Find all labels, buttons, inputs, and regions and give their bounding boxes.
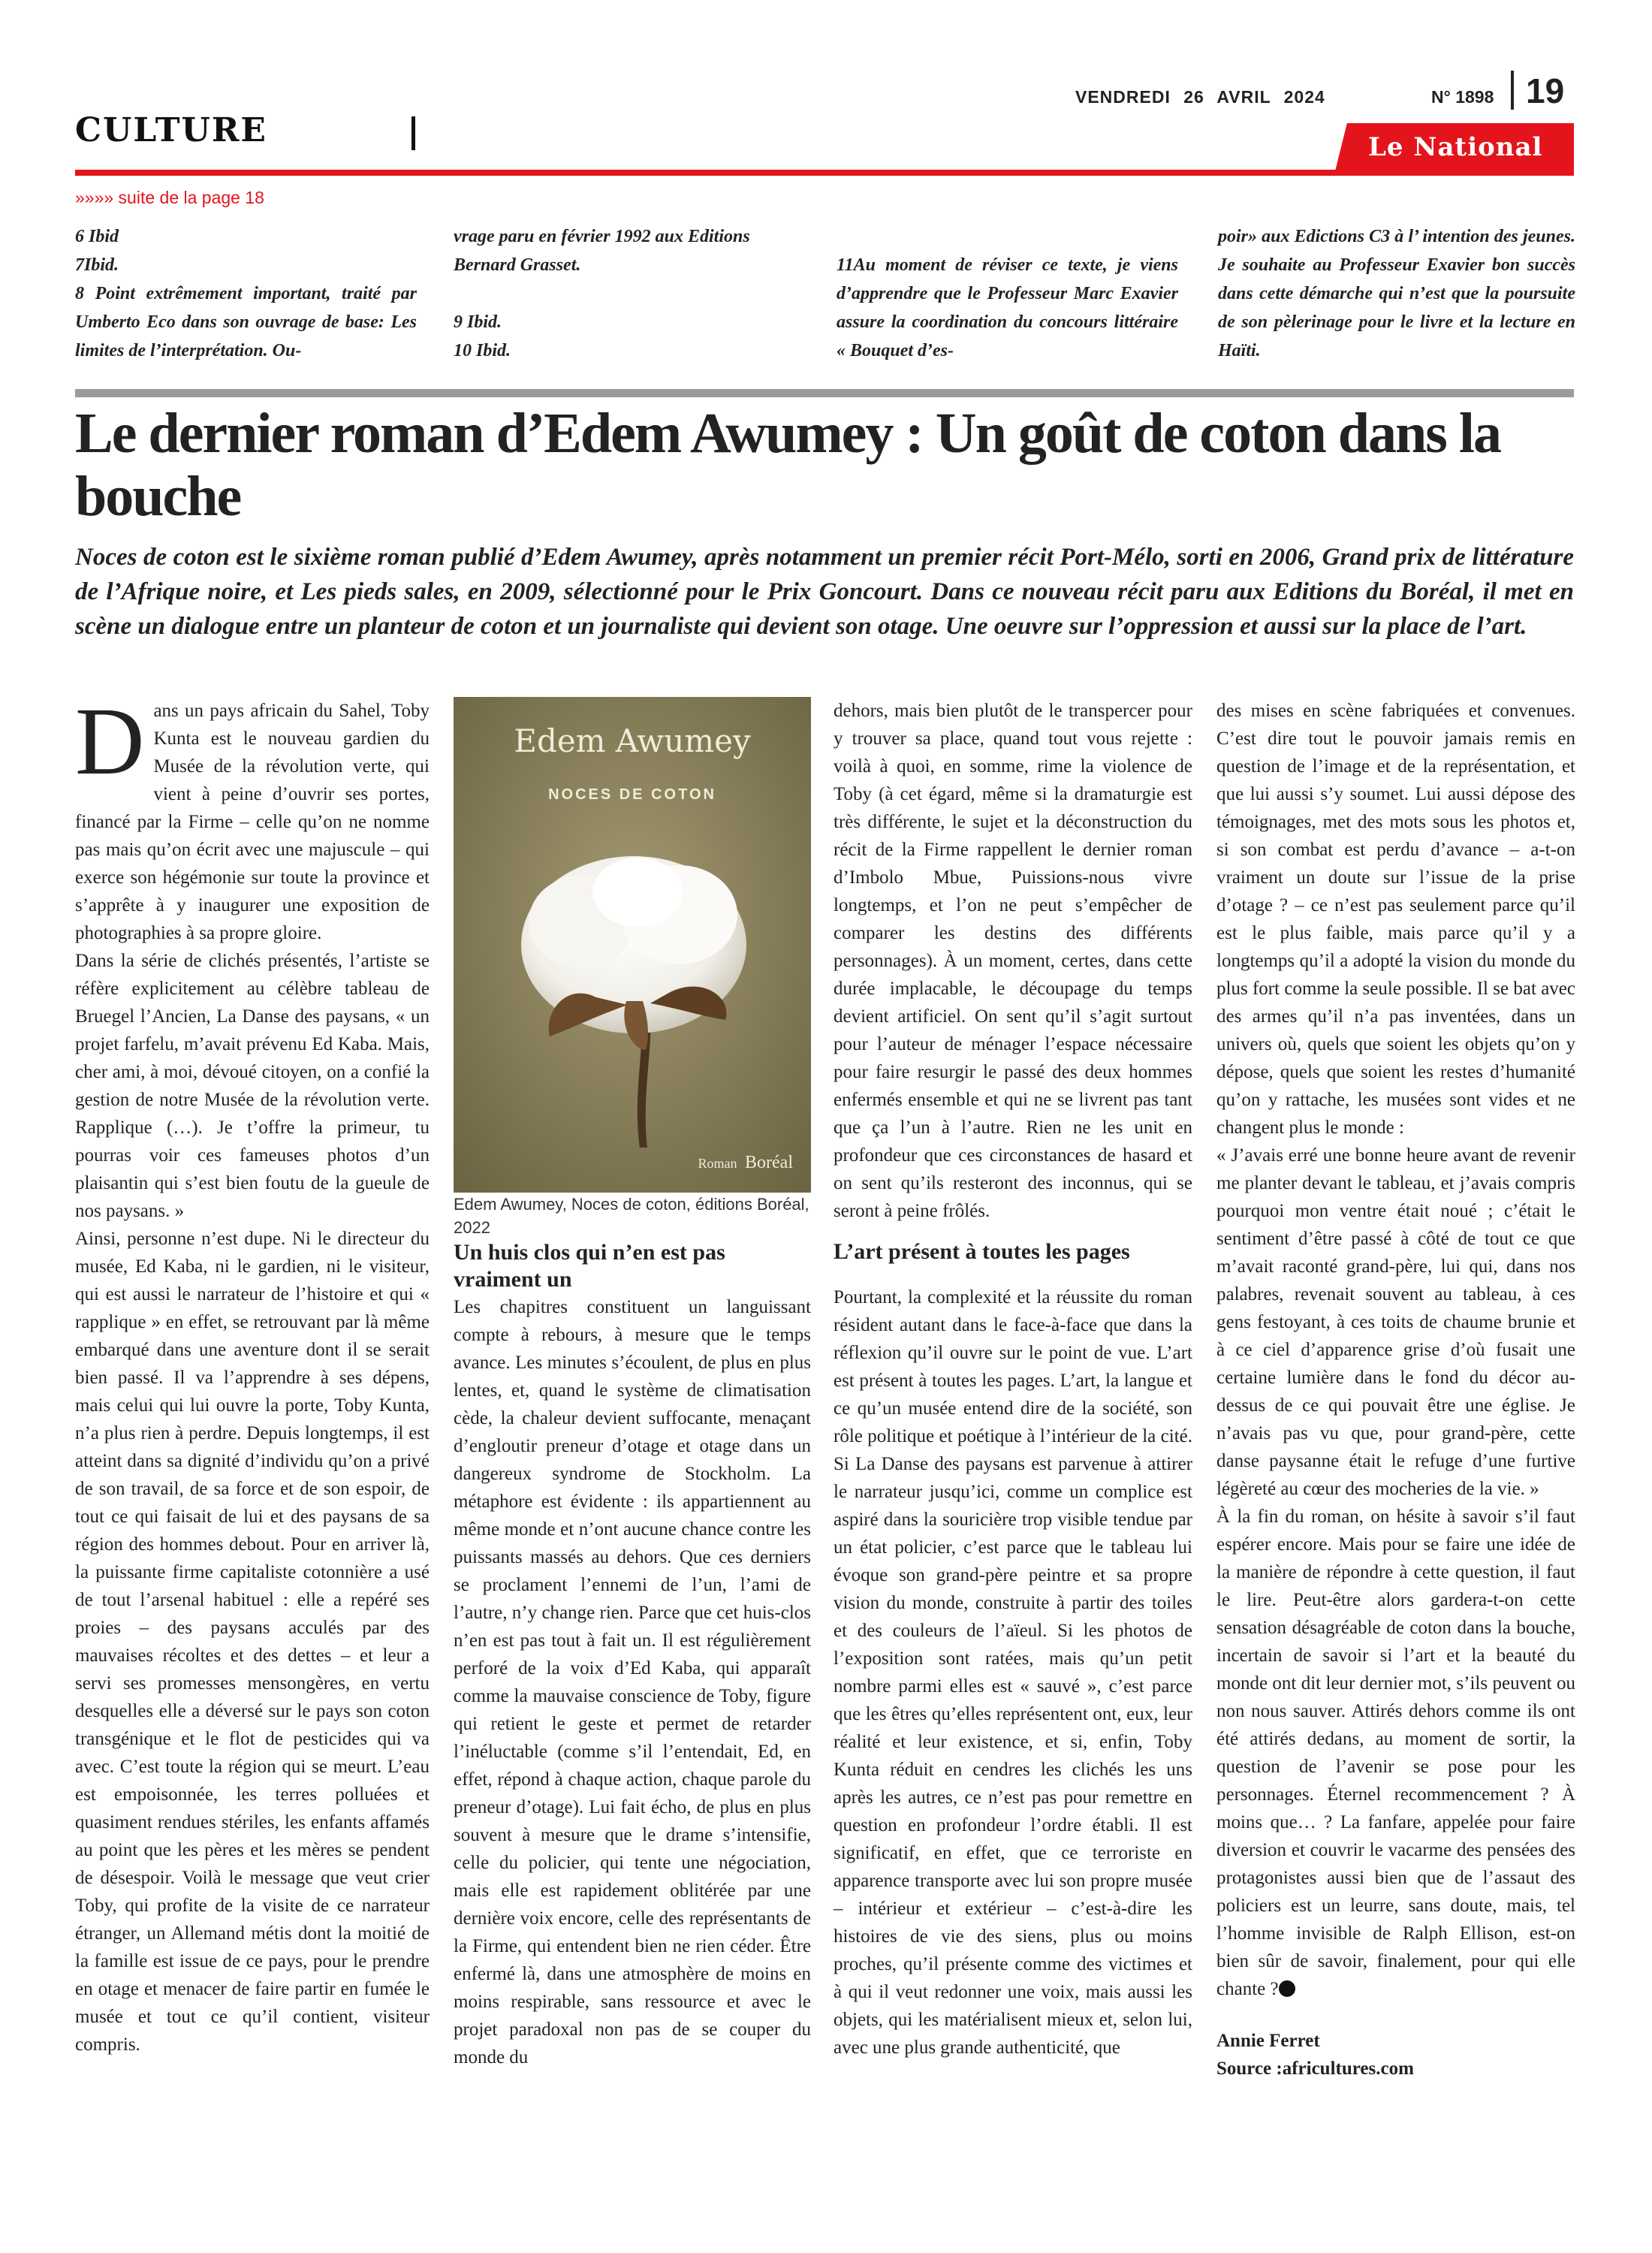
cotton-boll-illustration <box>454 697 811 1193</box>
article-column-2 <box>454 697 811 2071</box>
footnote: 6 Ibid <box>75 227 119 246</box>
header-red-rule <box>75 170 1574 176</box>
footnotes-col-1 <box>75 222 417 365</box>
continued-from-link[interactable]: »»»» suite de la page 18 <box>75 188 264 207</box>
footnote: poir» aux Edictions C3 à l’ intention des jeunes. Je souhaite au Professeur Exavier bon succès dans cette démarche qui n’est que la poursuite de son pèlerinage pour le livre et la lecture en Haïti. <box>1218 227 1575 360</box>
issue-date: VENDREDI 26 AVRIL 2024 <box>1075 87 1325 107</box>
paragraph: dehors, mais bien plutôt de le transpercer pour y trouver sa place, quand tout vous rejette : voilà à quoi, en somme, rime la violence de Toby (à cet égard, même si la dramaturgie est très différente, le sujet et la déconstruction du récit de la Firme rappellent le dernier roman d’Imbolo Mbue, Puissions-nous vivre longtemps, et l’on ne peut s’empêcher de comparer les destins des différents personnages). À un moment, certes, dans cette durée implacable, le découpage du temps devient artificiel. On sent qu’il s’agit surtout pour l’auteur de ménager l’espace nécessaire pour faire resurgir le passé des deux hommes enfermés ensemble et qui ne se livrent pas tant que ça l’un à l’autre. Rien ne les unit en profondeur que ces circonstances de hasard et on sent qu’ils resteront des inconnus, qui se seront à peine frôlés. <box>834 701 1192 1221</box>
cover-publisher-mark <box>698 1149 793 1178</box>
cover-title: NOCES DE COTON <box>548 786 716 803</box>
paragraph: Ainsi, personne n’est dupe. Ni le directeur du musée, Ed Kaba, ni le gardien, ni le visiteur, qui est aussi le narrateur de l’histoire et qui « rapplique » en effet, se retrouvant par là même embarqué dans une aventure dont il se serait bien passé. Il va l’apprendre à ses dépens, mais celui qui lui ouvre la porte, Toby Kunta, n’a plus rien à perdre. Depuis longtemps, il est atteint dans sa dignité d’individu qu’on a privé de son travail, de sa force et de son espoir, de tout ce qui faisait de lui et des paysans de sa région des hommes debout. Pour en arriver là, la puissante firme capitaliste cotonnière a usé de tout l’arsenal habituel : elle a repéré ses proies – des paysans acculés par des mauvaises récoltes et des dettes – et leur a servi ses promesses mensongères, en vertu desquelles elle a déversé sur le pays son coton transgénique et le flot de pesticides qui va avec. C’est toute la région qui se meurt. L’eau est empoisonnée, les terres polluées et quasiment rendues stériles, les enfants affamés au point que les pères et les mères se pendent de désespoir. Voilà le message que veut crier Toby, qui profite de la visite de ce narrateur étranger, un Allemand métis dont la moitié de la famille est issue de ce pays, pour le prendre en otage et menacer de faire partir en fumée le musée et tout ce qu’il contient, visiteur compris. <box>75 1229 430 2055</box>
article-column-1 <box>75 688 430 2058</box>
issue-number: N° 1898 <box>1431 87 1494 107</box>
subheading: L’art présent à toutes les pages <box>834 1239 1130 1264</box>
article-column-4 <box>1216 697 1575 2083</box>
paragraph: À la fin du roman, on hésite à savoir s’il faut espérer encore. Mais pour se faire une idée de la manière de répondre à cette question, il faut le lire. Peut-être alors gardera-t-on cette sensation désagréable de coton dans la bouche, incertain de savoir si l’art et la beauté du monde ont dit leur dernier mot, s’ils peuvent ou non nous sauver. Attirés dehors comme ils ont été attirés dedans, au moment de sortir, la question de l’avenir se pose pour les personnages. Éternel recommencement ? À moins que… ? La fanfare, appelée pour faire diversion et couvrir le vacarme des pensées des protagonistes aussi bien que de l’assaut des policiers est un leurre, sans doute, mais, tel l’homme invisible de Ralph Ellison, est-on bien sûr de savoir, finalement, pour qui elle chante ? <box>1216 1507 1575 1999</box>
article-separator <box>75 389 1574 397</box>
end-of-article-icon <box>1279 1980 1295 1997</box>
paragraph: Les chapitres constituent un languissant compte à rebours, à mesure que le temps avance. Les minutes s’écoulent, de plus en plus lentes, et, quand le système de climatisation cède, la chaleur devient suffocante, menaçant d’engloutir preneur d’otage et otage dans un dangereux syndrome de Stockholm. La métaphore est évidente : ils appartiennent au même monde et n’ont aucune chance contre les puissants massés au dehors. Que ces derniers se proclament l’ennemi de l’un, l’ami de l’autre, n’y change rien. Parce que cet huis-clos n’en est pas tout à fait un. Il est régulièrement perforé de la voix d’Ed Kaba, qui apparaît comme la mauvaise conscience de Toby, figure qui retient le geste et permet de retarder l’inéluctable (comme s’il l’entendait, Ed, en effet, répond à chaque action, chaque parole du preneur d’otage). Lui fait écho, de plus en plus souvent à mesure que le drame s’intensifie, celle du policier, qui tente une négociation, mais elle est rapidement oblitérée par une dernière voix encore, celle des représentants de la Firme, qui entendent bien ne rien céder. Être enfermé là, dans une atmosphère de moins en moins respirable, sans ressource et avec le projet paradoxal non pas de se couper du monde du <box>454 1297 811 2068</box>
article-headline: Le dernier roman d’Edem Awumey : Un goût de coton dans la bouche <box>75 402 1500 528</box>
page-number-divider <box>1511 71 1514 110</box>
section-label: CULTURE <box>75 111 267 149</box>
footnote: 7Ibid. <box>75 255 119 275</box>
footnote: vrage paru en février 1992 aux Editions Bernard Grasset. <box>454 227 750 275</box>
page-number: 19 <box>1526 71 1565 110</box>
drop-cap: D <box>75 688 145 795</box>
paragraph: Dans la série de clichés présentés, l’artiste se réfère explicitement au célèbre tableau de Bruegel l’Ancien, La Danse des paysans, « un projet farfelu, m’avait prévenu Ed Kaba. Mais, cher ami, à moi, dévoué citoyen, on a confié la gestion de notre Musée de la révolution verte. Rapplique (…). Je t’offre la primeur, tu pourras voir ces fameuses photos d’un plaisantin qui s’est bien foutu de la gueule de nos paysans. » <box>75 951 430 1221</box>
paragraph: Pourtant, la complexité et la réussite du roman résident autant dans le face-à-face que dans la réflexion qu’il ouvre sur le point de vue. L’art est présent à toutes les pages. L’art, la langue et ce qu’un musée entend dire de la société, son rôle politique et poétique à l’intérieur de la cité. Si La Danse des paysans est parvenue à attirer le narrateur jusqu’ici, comme un complice est aspiré dans la souricière trop visible tendue par un état policier, c’est parce que le tableau lui évoque son grand-père peintre et sa propre vision du monde, construite à partir des toiles et des couleurs de l’aïeul. Si les photos de l’exposition sont ratées, mais qu’un petit nombre parmi elles est « sauvé », c’est parce que les êtres qu’elles représentent ont, eux, leur réalité et leur existence, et si, enfin, Toby Kunta réduit en cendres les clichés les uns après les autres, ce n’est pas pour remettre en question en profondeur l’ordre établi. Il est significatif, en effet, que ce terroriste en apparence transporte avec lui son propre musée – intérieur et extérieur – c’est-à-dire les histoires de vie des siens, plus ou moins proches, qu’il présente comme des victimes et à qui il veut redonner une voix, mais aussi les objets, qui les matérialisent mieux et, selon lui, avec une plus grande authenticité, que <box>834 1287 1192 2058</box>
paragraph: des mises en scène fabriquées et convenues. C’est dire tout le pouvoir jamais remis en question de l’image et de la représentation, et que lui aussi s’y soumet. Lui aussi dépose des témoignages, met des mots sous les photos et, si son combat est perdu d’avance – a-t-on vraiment un doute sur l’issue de la prise d’otage ? – ce n’est pas seulement parce qu’il est le plus faible, mais parce qu’il y a longtemps qu’il a adopté la vision du monde du plus fort comme la seule possible. Il se bat avec des armes qu’il n’a pas inventées, dans un univers où, quels que soient les objets qu’on y dépose, quels que soient les restes d’humanité qu’on y rattache, les musées sont vides et ne changent plus le monde : <box>1216 701 1575 1138</box>
book-cover-image <box>454 697 811 1193</box>
paragraph: « J’avais erré une bonne heure avant de revenir me planter devant le tableau, et j’avais compris pourquoi mon ventre était noué ; c’était le sentiment d’être passé à côté de tout ce que m’avait raconté grand-père, lui qui, dans nos palabres, revenait souvent au tableau, à ces gens festoyant, à ces toits de chaume brunie et à ce ciel d’apparence grise d’où fusait une certaine lumière dans le fond du décor au-dessus de ce qui pouvait être une église. Je n’avais pas vu que, pour grand-père, cette danse paysanne était le refuge d’une furtive légèreté au cœur des mocheries de la vie. » <box>1216 1145 1575 1499</box>
footnotes-col-4 <box>1218 222 1575 365</box>
cover-genre: Roman <box>698 1156 737 1171</box>
source-credit: Source :africultures.com <box>1216 2058 1414 2079</box>
newspaper-name: Le National <box>1368 132 1543 162</box>
footnote: 8 Point extrêmement important, traité par Umberto Eco dans son ouvrage de base: Les limites de l’interprétation. Ou- <box>75 284 417 360</box>
author-name: Annie Ferret <box>1216 2031 1320 2051</box>
footnotes-col-3 <box>837 251 1178 365</box>
article-column-3 <box>834 697 1192 2061</box>
subheading: Un huis clos qui n’en est pas vraiment un <box>454 1240 725 1292</box>
footnote: 9 Ibid. <box>454 312 502 332</box>
article-lede: Noces de coton est le sixième roman publié d’Edem Awumey, après notamment un premier récit Port-Mélo, sorti en 2006, Grand prix de littérature de l’Afrique noire, et Les pieds sales, en 2009, sélectionné pour le Prix Goncourt. Dans ce nouveau récit paru aux Editions du Boréal, il met en scène un dialogue entre un planteur de coton et un journaliste qui devient son otage. Une oeuvre sur l’oppression et aussi sur la place de l’art. <box>75 544 1574 640</box>
footnote: 10 Ibid. <box>454 341 511 360</box>
image-caption: Edem Awumey, Noces de coton, éditions Boréal, 2022 <box>454 1195 809 1237</box>
cover-publisher: Boréal <box>745 1153 793 1172</box>
footnotes-col-2 <box>454 222 795 365</box>
section-divider <box>411 116 415 150</box>
paragraph: Dans un pays africain du Sahel, Toby Kunta est le nouveau gardien du Musée de la révolution verte, qui vient à peine d’ouvrir ses portes, financé par la Firme – celle qu’on ne nomme pas mais qu’on écrit avec une majuscule – qui exerce son hégémonie sur toute la province et s’apprête à y inaugurer une exposition de photographies à sa propre gloire. <box>75 688 430 943</box>
footnote: 11Au moment de réviser ce texte, je viens d’apprendre que le Professeur Marc Exavier assure la coordination du concours littéraire « Bouquet d’es- <box>837 255 1178 360</box>
cover-author: Edem Awumey <box>514 722 751 759</box>
